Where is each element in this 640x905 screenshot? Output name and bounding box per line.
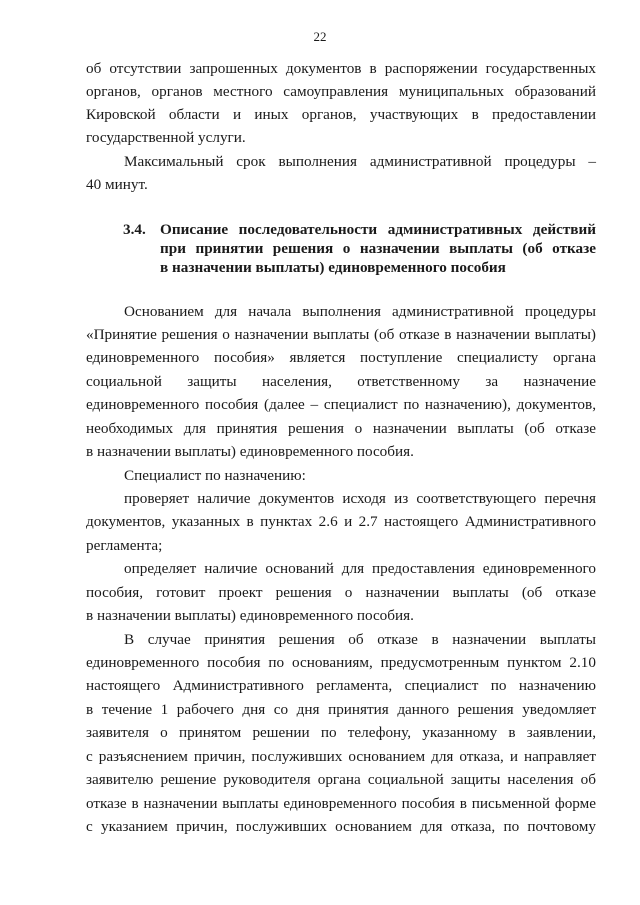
paragraph-line: Основанием для начала выполнения административной процедуры xyxy=(124,303,596,320)
paragraph-line: Максимальный срок выполнения административной процедуры – xyxy=(124,153,596,170)
paragraph-line: 40 минут. xyxy=(86,176,148,193)
paragraph-line: настоящего Административного регламента, специалист по назначению xyxy=(86,677,596,694)
paragraph-line: пособия, готовит проект решения о назначении выплаты (об отказе xyxy=(86,584,596,601)
paragraph-line: об отсутствии запрошенных документов в распоряжении государственных xyxy=(86,60,596,77)
paragraph-line: необходимых для принятия решения о назначении выплаты (об отказе xyxy=(86,420,596,437)
paragraph-line: «Принятие решения о назначении выплаты (об отказе в назначении выплаты) xyxy=(86,326,596,343)
paragraph-line: документов, указанных в пунктах 2.6 и 2.7 настоящего Административного xyxy=(86,513,596,530)
paragraph-line: государственной услуги. xyxy=(86,129,246,146)
page-number: 22 xyxy=(313,29,327,44)
paragraph-line: в течение 1 рабочего дня со дня принятия данного решения уведомляет xyxy=(86,701,596,718)
paragraph-line: отказе в назначении выплаты единовременного пособия в письменной форме xyxy=(86,795,596,812)
paragraph-line: в назначении выплаты) единовременного пособия. xyxy=(86,607,414,624)
paragraph-line: В случае принятия решения об отказе в назначении выплаты xyxy=(124,631,596,648)
paragraph-line: единовременного пособия по основаниям, предусмотренным пунктом 2.10 xyxy=(86,654,596,671)
paragraph-line: определяет наличие оснований для предоставления единовременного xyxy=(124,560,596,577)
paragraph-line: регламента; xyxy=(86,537,163,554)
section-heading-line: при принятии решения о назначении выплаты (об отказе xyxy=(160,240,596,257)
paragraph-line: с указанием причин, послуживших основанием для отказа, по почтовому xyxy=(86,818,596,835)
paragraph-line: заявителя о принятом решении по телефону, указанному в заявлении, xyxy=(86,724,596,741)
paragraph-line: Специалист по назначению: xyxy=(124,467,306,484)
section-heading-line: в назначении выплаты) единовременного пособия xyxy=(160,259,506,276)
paragraph-line: проверяет наличие документов исходя из соответствующего перечня xyxy=(124,490,596,507)
paragraph-line: в назначении выплаты) единовременного пособия. xyxy=(86,443,414,460)
paragraph-line: Кировской области и иных органов, участвующих в предоставлении xyxy=(86,106,596,123)
paragraph-line: единовременного пособия (далее – специалист по назначению), документов, xyxy=(86,396,596,413)
paragraph-line: с разъяснением причин, послуживших основанием для отказа, и направляет xyxy=(86,748,596,765)
paragraph-line: заявителю решение руководителя органа социальной защиты населения об xyxy=(86,771,596,788)
paragraph-line: единовременного пособия» является поступление специалисту органа xyxy=(86,349,596,366)
paragraph-line: органов, органов местного самоуправления муниципальных образований xyxy=(86,83,596,100)
paragraph-line: социальной защиты населения, ответственному за назначение xyxy=(86,373,596,390)
section-heading-line: Описание последовательности административных действий xyxy=(160,221,596,238)
section-number: 3.4. xyxy=(123,221,146,238)
